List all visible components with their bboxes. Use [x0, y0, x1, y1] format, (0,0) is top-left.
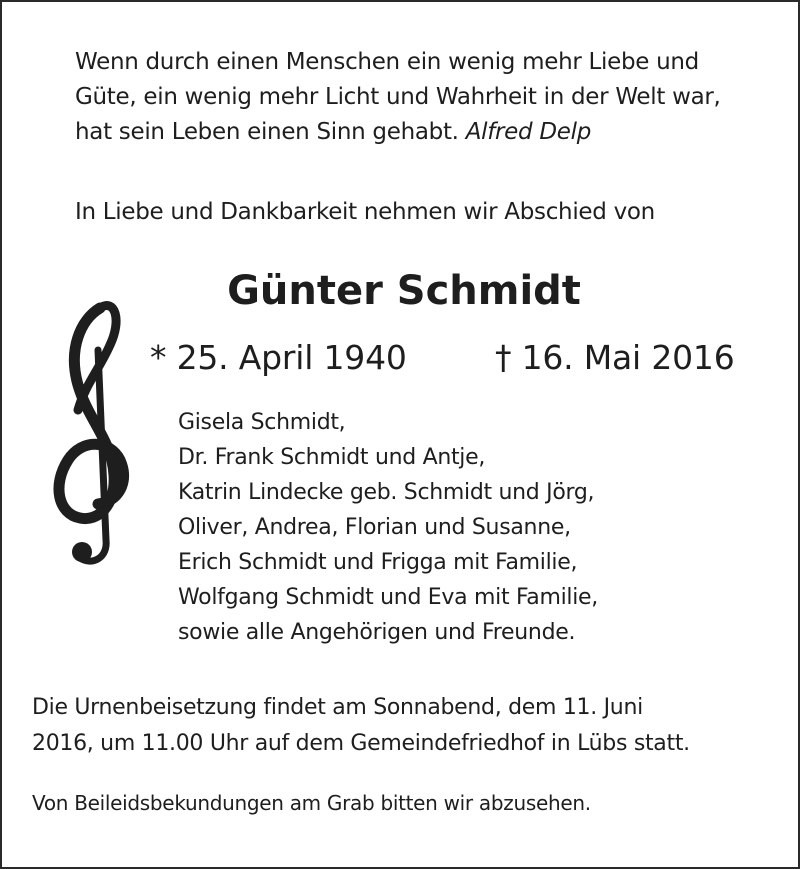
list-item: Katrin Lindecke geb. Schmidt und Jörg,	[178, 480, 595, 505]
funeral-line: 2016, um 11.00 Uhr auf dem Gemeindefriedhof in Lübs statt.	[32, 731, 690, 756]
funeral-line: Die Urnenbeisetzung findet am Sonnabend, dem 11. Juni	[32, 695, 643, 720]
quote-line	[75, 115, 721, 150]
list-item: sowie alle Angehörigen und Freunde.	[178, 620, 576, 645]
list-item: Wolfgang Schmidt und Eva mit Familie,	[178, 585, 598, 610]
condolences-note: Von Beileidsbekundungen am Grab bitten wir abzusehen.	[32, 791, 591, 815]
quote-author: Alfred Delp	[465, 119, 591, 145]
list-item: Gisela Schmidt,	[178, 410, 346, 435]
quote-line: Wenn durch einen Menschen ein wenig mehr Liebe und	[75, 49, 699, 75]
quote-line-text: hat sein Leben einen Sinn gehabt.	[75, 119, 459, 145]
deceased-name: Günter Schmidt	[227, 268, 581, 314]
birth-date: * 25. April 1940	[150, 338, 407, 377]
quote-line: Güte, ein wenig mehr Licht und Wahrheit in der Welt war,	[75, 84, 721, 110]
list-item: Erich Schmidt und Frigga mit Familie,	[178, 550, 578, 575]
list-item: Oliver, Andrea, Florian und Susanne,	[178, 515, 571, 540]
list-item: Dr. Frank Schmidt und Antje,	[178, 445, 486, 470]
treble-clef-icon	[40, 290, 140, 570]
intro-text: In Liebe und Dankbarkeit nehmen wir Abschied von	[75, 199, 655, 225]
death-date: † 16. Mai 2016	[495, 338, 735, 377]
quote	[75, 45, 721, 150]
mourners-list	[178, 405, 598, 650]
funeral-info	[32, 690, 690, 762]
